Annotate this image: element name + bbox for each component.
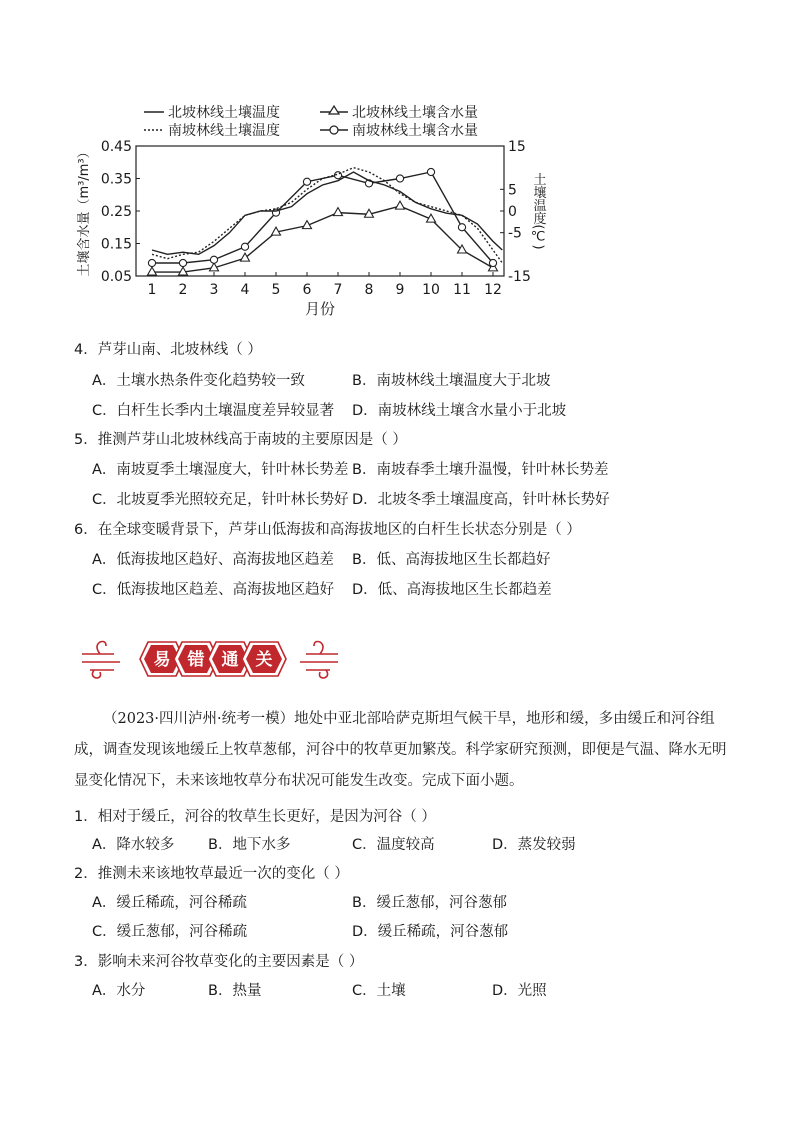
soil-chart	[68, 92, 546, 324]
q4-option-c[interactable]: C．白杆生长季内土壤温度差异较显著	[92, 403, 335, 419]
q4-option-b[interactable]: B．南坡林线土壤温度大于北坡	[352, 373, 551, 389]
legend	[144, 104, 478, 139]
y-left-tick-label: 0.05	[100, 269, 132, 285]
q2-option-c[interactable]: C．缓丘葱郁，河谷稀疏	[92, 924, 248, 940]
y-axis-right-label: 土壤温度(℃)	[530, 172, 546, 250]
q2-option-b[interactable]: B．缓丘葱郁，河谷葱郁	[352, 895, 507, 911]
x-tick-label: 10	[422, 282, 440, 298]
question-5-stem: 5．推测芦芽山北坡林线高于南坡的主要原因是（ ）	[74, 432, 407, 448]
q1-option-d[interactable]: D．蒸发较弱	[492, 837, 576, 853]
question-1-stem: 1．相对于缓丘，河谷的牧草生长更好，是因为河谷（ ）	[74, 809, 436, 825]
y-right-tick-label: 5	[508, 182, 517, 199]
y-left-tick-label: 0.45	[100, 139, 132, 155]
q5-option-d[interactable]: D．北坡冬季土壤温度高，针叶林长势好	[352, 492, 610, 508]
circle-marker	[303, 178, 310, 185]
q3-option-c[interactable]: C．土壤	[352, 983, 406, 999]
q1-option-b[interactable]: B．地下水多	[208, 837, 291, 853]
q5-option-b[interactable]: B．南坡春季土壤升温慢，针叶林长势差	[352, 462, 609, 478]
q2-option-d[interactable]: D．缓丘稀疏，河谷葱郁	[352, 924, 509, 940]
q6-option-b[interactable]: B．低、高海拔地区生长都趋好	[352, 552, 551, 568]
circle-marker	[396, 175, 403, 182]
question-2-stem: 2．推测未来该地牧草最近一次的变化（ ）	[74, 866, 349, 882]
circle-marker	[458, 224, 465, 231]
series-line	[152, 172, 502, 254]
x-tick-label: 3	[209, 282, 219, 298]
q3-option-d[interactable]: D．光照	[492, 983, 547, 999]
triangle-marker	[148, 267, 157, 275]
q4-option-d[interactable]: D．南坡林线土壤含水量小于北坡	[352, 403, 567, 419]
banner-char: 错	[187, 650, 205, 670]
series-line	[152, 168, 502, 263]
plot-frame	[136, 146, 504, 276]
triangle-marker	[396, 201, 405, 209]
banner-char: 关	[255, 650, 273, 670]
q2-option-a[interactable]: A．缓丘稀疏，河谷稀疏	[92, 895, 247, 911]
q5-option-a[interactable]: A．南坡夏季土壤湿度大，针叶林长势差	[92, 462, 349, 478]
question-6-stem: 6．在全球变暖背景下，芦芽山低海拔和高海拔地区的白杆生长状态分别是（ ）	[74, 522, 581, 538]
banner-char: 易	[153, 650, 171, 670]
q6-option-a[interactable]: A．低海拔地区趋好、高海拔地区趋差	[92, 552, 334, 568]
x-tick-label: 6	[302, 282, 312, 298]
banner-tiles	[140, 642, 286, 676]
q6-option-c[interactable]: C．低海拔地区趋差、高海拔地区趋好	[92, 582, 335, 598]
y-right-tick-label: -15	[508, 269, 531, 285]
x-tick-label: 7	[333, 282, 343, 298]
x-tick-label: 8	[364, 282, 374, 298]
q4-option-a[interactable]: A．土壤水热条件变化趋势较一致	[92, 373, 305, 389]
x-tick-label: 4	[240, 282, 250, 298]
passage-text: （2023·四川泸州·统考一模）地处中亚北部哈萨克斯坦气候干旱，地形和缓，多由缓丘和河谷组成，调查发现该地缓丘上牧草葱郁，河谷中的牧草更加繁茂。科学家研究预测，即便是气温、降水无明显变化情况下，未来该地牧草分布状况可能发生改变。完成下面小题。	[74, 711, 727, 789]
y-left-tick-label: 0.35	[100, 171, 132, 188]
x-tick-label: 2	[178, 282, 188, 298]
q1-option-a[interactable]: A．降水较多	[92, 837, 175, 853]
q3-option-b[interactable]: B．热量	[208, 983, 262, 999]
legend-south-moisture: 南坡林线土壤含水量	[352, 123, 478, 139]
circle-marker	[489, 259, 496, 266]
triangle-marker	[334, 208, 343, 216]
x-tick-label: 5	[271, 282, 281, 298]
x-tick-label: 11	[453, 282, 471, 298]
question-3-stem: 3．影响未来河谷牧草变化的主要因素是（ ）	[74, 954, 364, 970]
section-banner	[80, 630, 340, 688]
legend-south-temp: 南坡林线土壤温度	[168, 123, 280, 139]
q5-option-c[interactable]: C．北坡夏季光照较充足，针叶林长势好	[92, 492, 349, 508]
legend-north-moisture: 北坡林线土壤含水量	[352, 105, 478, 121]
x-tick-label: 12	[484, 282, 502, 298]
y-axis-left-label: 土壤含水量（m³/m³）	[77, 145, 92, 277]
y-right-tick-label: -5	[508, 225, 522, 242]
series-lines	[148, 168, 503, 275]
x-axis-label: 月份	[304, 300, 336, 318]
circle-marker	[148, 259, 155, 266]
circle-marker	[241, 243, 248, 250]
circle-marker	[179, 259, 186, 266]
triangle-marker	[241, 253, 250, 261]
circle-marker	[427, 168, 434, 175]
series-line	[152, 206, 493, 272]
legend-north-temp: 北坡林线土壤温度	[168, 105, 280, 121]
x-tick-label: 1	[147, 282, 157, 298]
y-right-tick-label: 15	[508, 139, 526, 155]
q1-option-c[interactable]: C．温度较高	[352, 837, 435, 853]
y-left-tick-label: 0.25	[100, 204, 132, 220]
y-right-tick-label: 0	[508, 204, 517, 220]
x-tick-label: 9	[395, 282, 405, 298]
q3-option-a[interactable]: A．水分	[92, 983, 146, 999]
y-left-tick-label: 0.15	[100, 236, 132, 253]
question-4-stem: 4．芦芽山南、北坡林线（ ）	[74, 342, 262, 358]
banner-char: 通	[221, 650, 239, 670]
q6-option-d[interactable]: D．低、高海拔地区生长都趋差	[352, 582, 552, 598]
circle-marker	[210, 256, 217, 263]
